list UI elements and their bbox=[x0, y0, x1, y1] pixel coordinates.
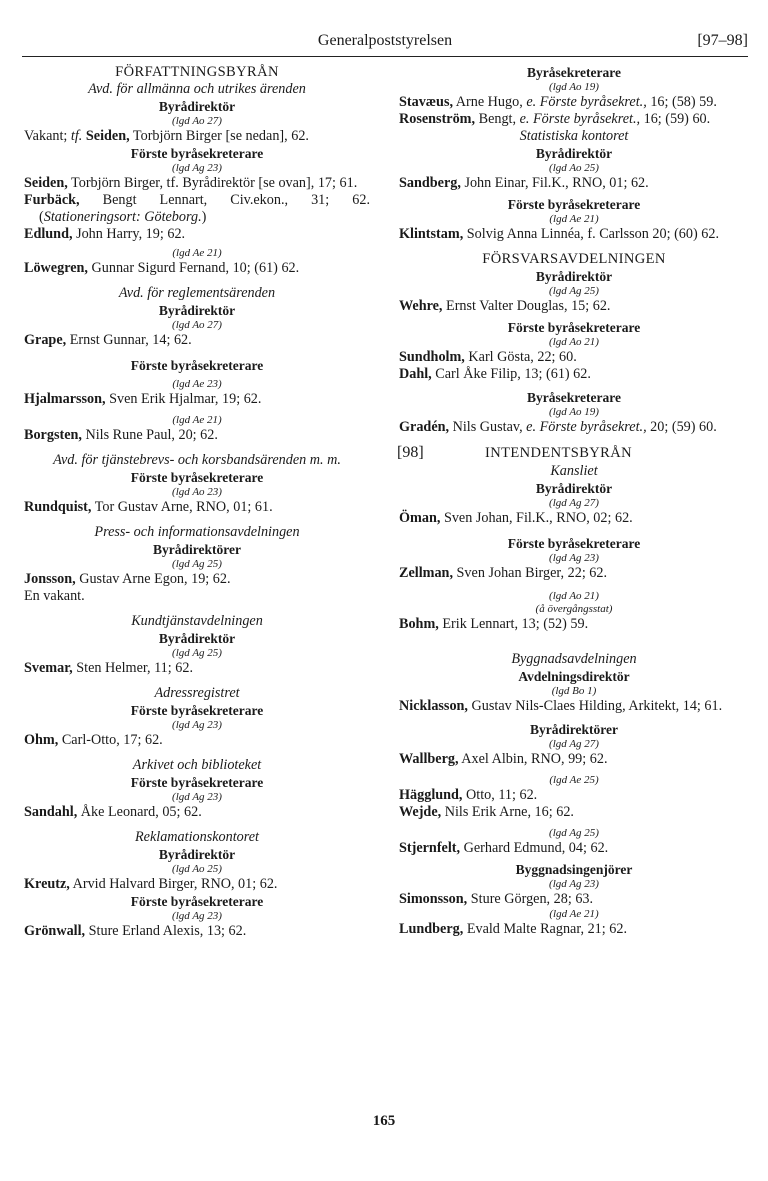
entry: Rundquist, Tor Gustav Arne, RNO, 01; 61. bbox=[24, 499, 273, 515]
entry: Löwegren, Gunnar Sigurd Fernand, 10; (61) 62. bbox=[24, 260, 300, 276]
grade-label: (lgd Ae 21) bbox=[549, 213, 599, 225]
division-heading: Byggnadsavdelningen bbox=[511, 651, 637, 667]
entry: Wejde, Nils Erik Arne, 16; 62. bbox=[399, 804, 574, 820]
left-column bbox=[24, 64, 370, 940]
role-heading: Byrådirektör bbox=[158, 303, 236, 318]
entry: Grönwall, Sture Erland Alexis, 13; 62. bbox=[24, 923, 247, 939]
grade-label: (lgd Ae 23) bbox=[172, 378, 222, 390]
grade-label: (lgd Bo 1) bbox=[551, 685, 597, 697]
grade-label: (lgd Ae 21) bbox=[172, 247, 222, 259]
division-heading: Avd. för tjänstebrevs- och korsbandsärenden m. m. bbox=[53, 452, 341, 468]
role-heading: Förste byråsekreterare bbox=[130, 894, 264, 909]
division-heading: Reklamationskontoret bbox=[135, 829, 259, 845]
grade-label: (lgd Ao 25) bbox=[172, 863, 222, 875]
division-heading: Press- och informationsavdelningen bbox=[94, 524, 300, 540]
running-header bbox=[22, 30, 748, 57]
role-heading: Byrådirektör bbox=[158, 631, 236, 646]
section-heading: FÖRSVARSAVDELNINGEN bbox=[482, 251, 666, 267]
division-heading: Avd. för allmänna och utrikes ärenden bbox=[88, 81, 306, 97]
grade-label: (lgd Ao 21) bbox=[549, 336, 599, 348]
entry: Grape, Ernst Gunnar, 14; 62. bbox=[24, 332, 192, 348]
role-heading: Avdelningsdirektör bbox=[518, 669, 630, 684]
section-heading: INTENDENTSBYRÅN bbox=[485, 445, 632, 461]
entry: Sandberg, John Einar, Fil.K., RNO, 01; 62. bbox=[399, 175, 649, 191]
entry: Jonsson, Gustav Arne Egon, 19; 62. bbox=[24, 571, 231, 587]
grade-label: (lgd Ag 23) bbox=[549, 552, 599, 564]
role-heading: Byrådirektör bbox=[535, 481, 613, 496]
grade-label: (lgd Ao 19) bbox=[549, 81, 599, 93]
division-heading: Arkivet och biblioteket bbox=[132, 757, 262, 773]
role-heading: Förste byråsekreterare bbox=[507, 320, 641, 335]
division-heading: Kundtjänstavdelningen bbox=[131, 613, 263, 629]
grade-label: (lgd Ae 21) bbox=[172, 414, 222, 426]
entry: Sandahl, Åke Leonard, 05; 62. bbox=[24, 804, 202, 820]
entry: Hjalmarsson, Sven Erik Hjalmar, 19; 62. bbox=[24, 391, 262, 407]
role-heading: Byråsekreterare bbox=[527, 390, 621, 405]
division-heading: Adressregistret bbox=[154, 685, 240, 701]
entry: Borgsten, Nils Rune Paul, 20; 62. bbox=[24, 427, 218, 443]
grade-label: (lgd Ag 25) bbox=[549, 827, 599, 839]
grade-label: (lgd Ag 27) bbox=[549, 738, 599, 750]
right-column bbox=[399, 64, 749, 938]
entry: Klintstam, Solvig Anna Linnéa, f. Carlsson 20; (60) 62. bbox=[399, 226, 719, 242]
section-heading: FÖRFATTNINGSBYRÅN bbox=[115, 64, 279, 80]
grade-label: (lgd Ag 23) bbox=[172, 719, 222, 731]
grade-label: (lgd Ag 27) bbox=[549, 497, 599, 509]
page-number: 165 bbox=[372, 1113, 396, 1129]
grade-label: (lgd Ag 25) bbox=[172, 558, 222, 570]
division-heading: Avd. för reglementsärenden bbox=[118, 285, 276, 301]
header-page-range: [97–98] bbox=[697, 32, 748, 49]
role-heading: Förste byråsekreterare bbox=[507, 197, 641, 212]
entry: Dahl, Carl Åke Filip, 13; (61) 62. bbox=[399, 366, 591, 382]
entry: Ohm, Carl-Otto, 17; 62. bbox=[24, 732, 163, 748]
grade-label: (lgd Ag 23) bbox=[172, 791, 222, 803]
entry: Gradén, Nils Gustav, e. Förste byråsekret., 20; (59) 60. bbox=[399, 419, 717, 435]
grade-label: (lgd Ag 25) bbox=[549, 285, 599, 297]
entry: Nicklasson, Gustav Nils-Claes Hilding, Arkitekt, 14; 61. bbox=[399, 698, 723, 714]
grade-label: (lgd Ag 25) bbox=[172, 647, 222, 659]
role-heading: Byrådirektör bbox=[535, 146, 613, 161]
grade-label: (lgd Ao 25) bbox=[549, 162, 599, 174]
entry: Kreutz, Arvid Halvard Birger, RNO, 01; 62. bbox=[24, 876, 278, 892]
role-heading: Förste byråsekreterare bbox=[130, 358, 264, 373]
grade-label: (lgd Ao 27) bbox=[172, 319, 222, 331]
grade-label: (lgd Ao 19) bbox=[549, 406, 599, 418]
grade-label: (lgd Ae 21) bbox=[549, 908, 599, 920]
entry: En vakant. bbox=[24, 588, 85, 604]
role-heading: Byrådirektör bbox=[535, 269, 613, 284]
entry: Simonsson, Sture Görgen, 28; 63. bbox=[399, 891, 594, 907]
role-heading: Förste byråsekreterare bbox=[130, 146, 264, 161]
role-heading: Förste byråsekreterare bbox=[130, 470, 264, 485]
entry: Sundholm, Karl Gösta, 22; 60. bbox=[399, 349, 577, 365]
role-heading: Byrådirektörer bbox=[153, 542, 241, 557]
grade-label: (lgd Ao 23) bbox=[172, 486, 222, 498]
role-heading: Byggnadsingenjörer bbox=[515, 862, 633, 877]
grade-label: (lgd Ae 25) bbox=[549, 774, 599, 786]
page-marker: [98] bbox=[397, 444, 424, 461]
entry: Svemar, Sten Helmer, 11; 62. bbox=[24, 660, 194, 676]
entry: Wallberg, Axel Albin, RNO, 99; 62. bbox=[399, 751, 608, 767]
entry: Seiden, Torbjörn Birger, tf. Byrådirektör [se ovan], 17; 61. bbox=[24, 175, 358, 191]
section-heading-row bbox=[399, 444, 749, 463]
entry: Lundberg, Evald Malte Ragnar, 21; 62. bbox=[399, 921, 627, 937]
header-title: Generalpoststyrelsen bbox=[317, 32, 453, 49]
division-heading: Statistiska kontoret bbox=[519, 128, 629, 144]
entry: Stavæus, Arne Hugo, e. Förste byråsekret., 16; (58) 59. bbox=[399, 94, 717, 110]
role-heading: Förste byråsekreterare bbox=[130, 703, 264, 718]
entry: Vakant; tf. Seiden, Torbjörn Birger [se nedan], 62. bbox=[24, 128, 309, 144]
grade-label: (lgd Ao 21) bbox=[549, 590, 599, 602]
division-heading: Kansliet bbox=[550, 463, 598, 479]
role-heading: Förste byråsekreterare bbox=[130, 775, 264, 790]
role-heading: Byråsekreterare bbox=[527, 65, 621, 80]
entry: Rosenström, Bengt, e. Förste byråsekret., 16; (59) 60. bbox=[399, 111, 711, 127]
entry: Zellman, Sven Johan Birger, 22; 62. bbox=[399, 565, 608, 581]
role-heading: Byrådirektörer bbox=[530, 722, 618, 737]
entry: Edlund, John Harry, 19; 62. bbox=[24, 226, 186, 242]
entry: Stjernfelt, Gerhard Edmund, 04; 62. bbox=[399, 840, 609, 856]
entry: Bohm, Erik Lennart, 13; (52) 59. bbox=[399, 616, 589, 632]
role-heading: Byrådirektör bbox=[158, 847, 236, 862]
entry: Wehre, Ernst Valter Douglas, 15; 62. bbox=[399, 298, 611, 314]
entry: Öman, Sven Johan, Fil.K., RNO, 02; 62. bbox=[399, 510, 633, 526]
role-heading: Byrådirektör bbox=[158, 99, 236, 114]
grade-label: (lgd Ag 23) bbox=[172, 910, 222, 922]
role-heading: Förste byråsekreterare bbox=[507, 536, 641, 551]
grade-label: (lgd Ag 23) bbox=[549, 878, 599, 890]
grade-label: (lgd Ao 27) bbox=[172, 115, 222, 127]
grade-note: (å övergångsstat) bbox=[535, 603, 613, 615]
grade-label: (lgd Ag 23) bbox=[172, 162, 222, 174]
entry: Furbäck, Bengt Lennart, Civ.ekon., 31; 62. (Stationeringsort: Göteborg.) bbox=[24, 192, 370, 225]
entry: Hägglund, Otto, 11; 62. bbox=[399, 787, 538, 803]
